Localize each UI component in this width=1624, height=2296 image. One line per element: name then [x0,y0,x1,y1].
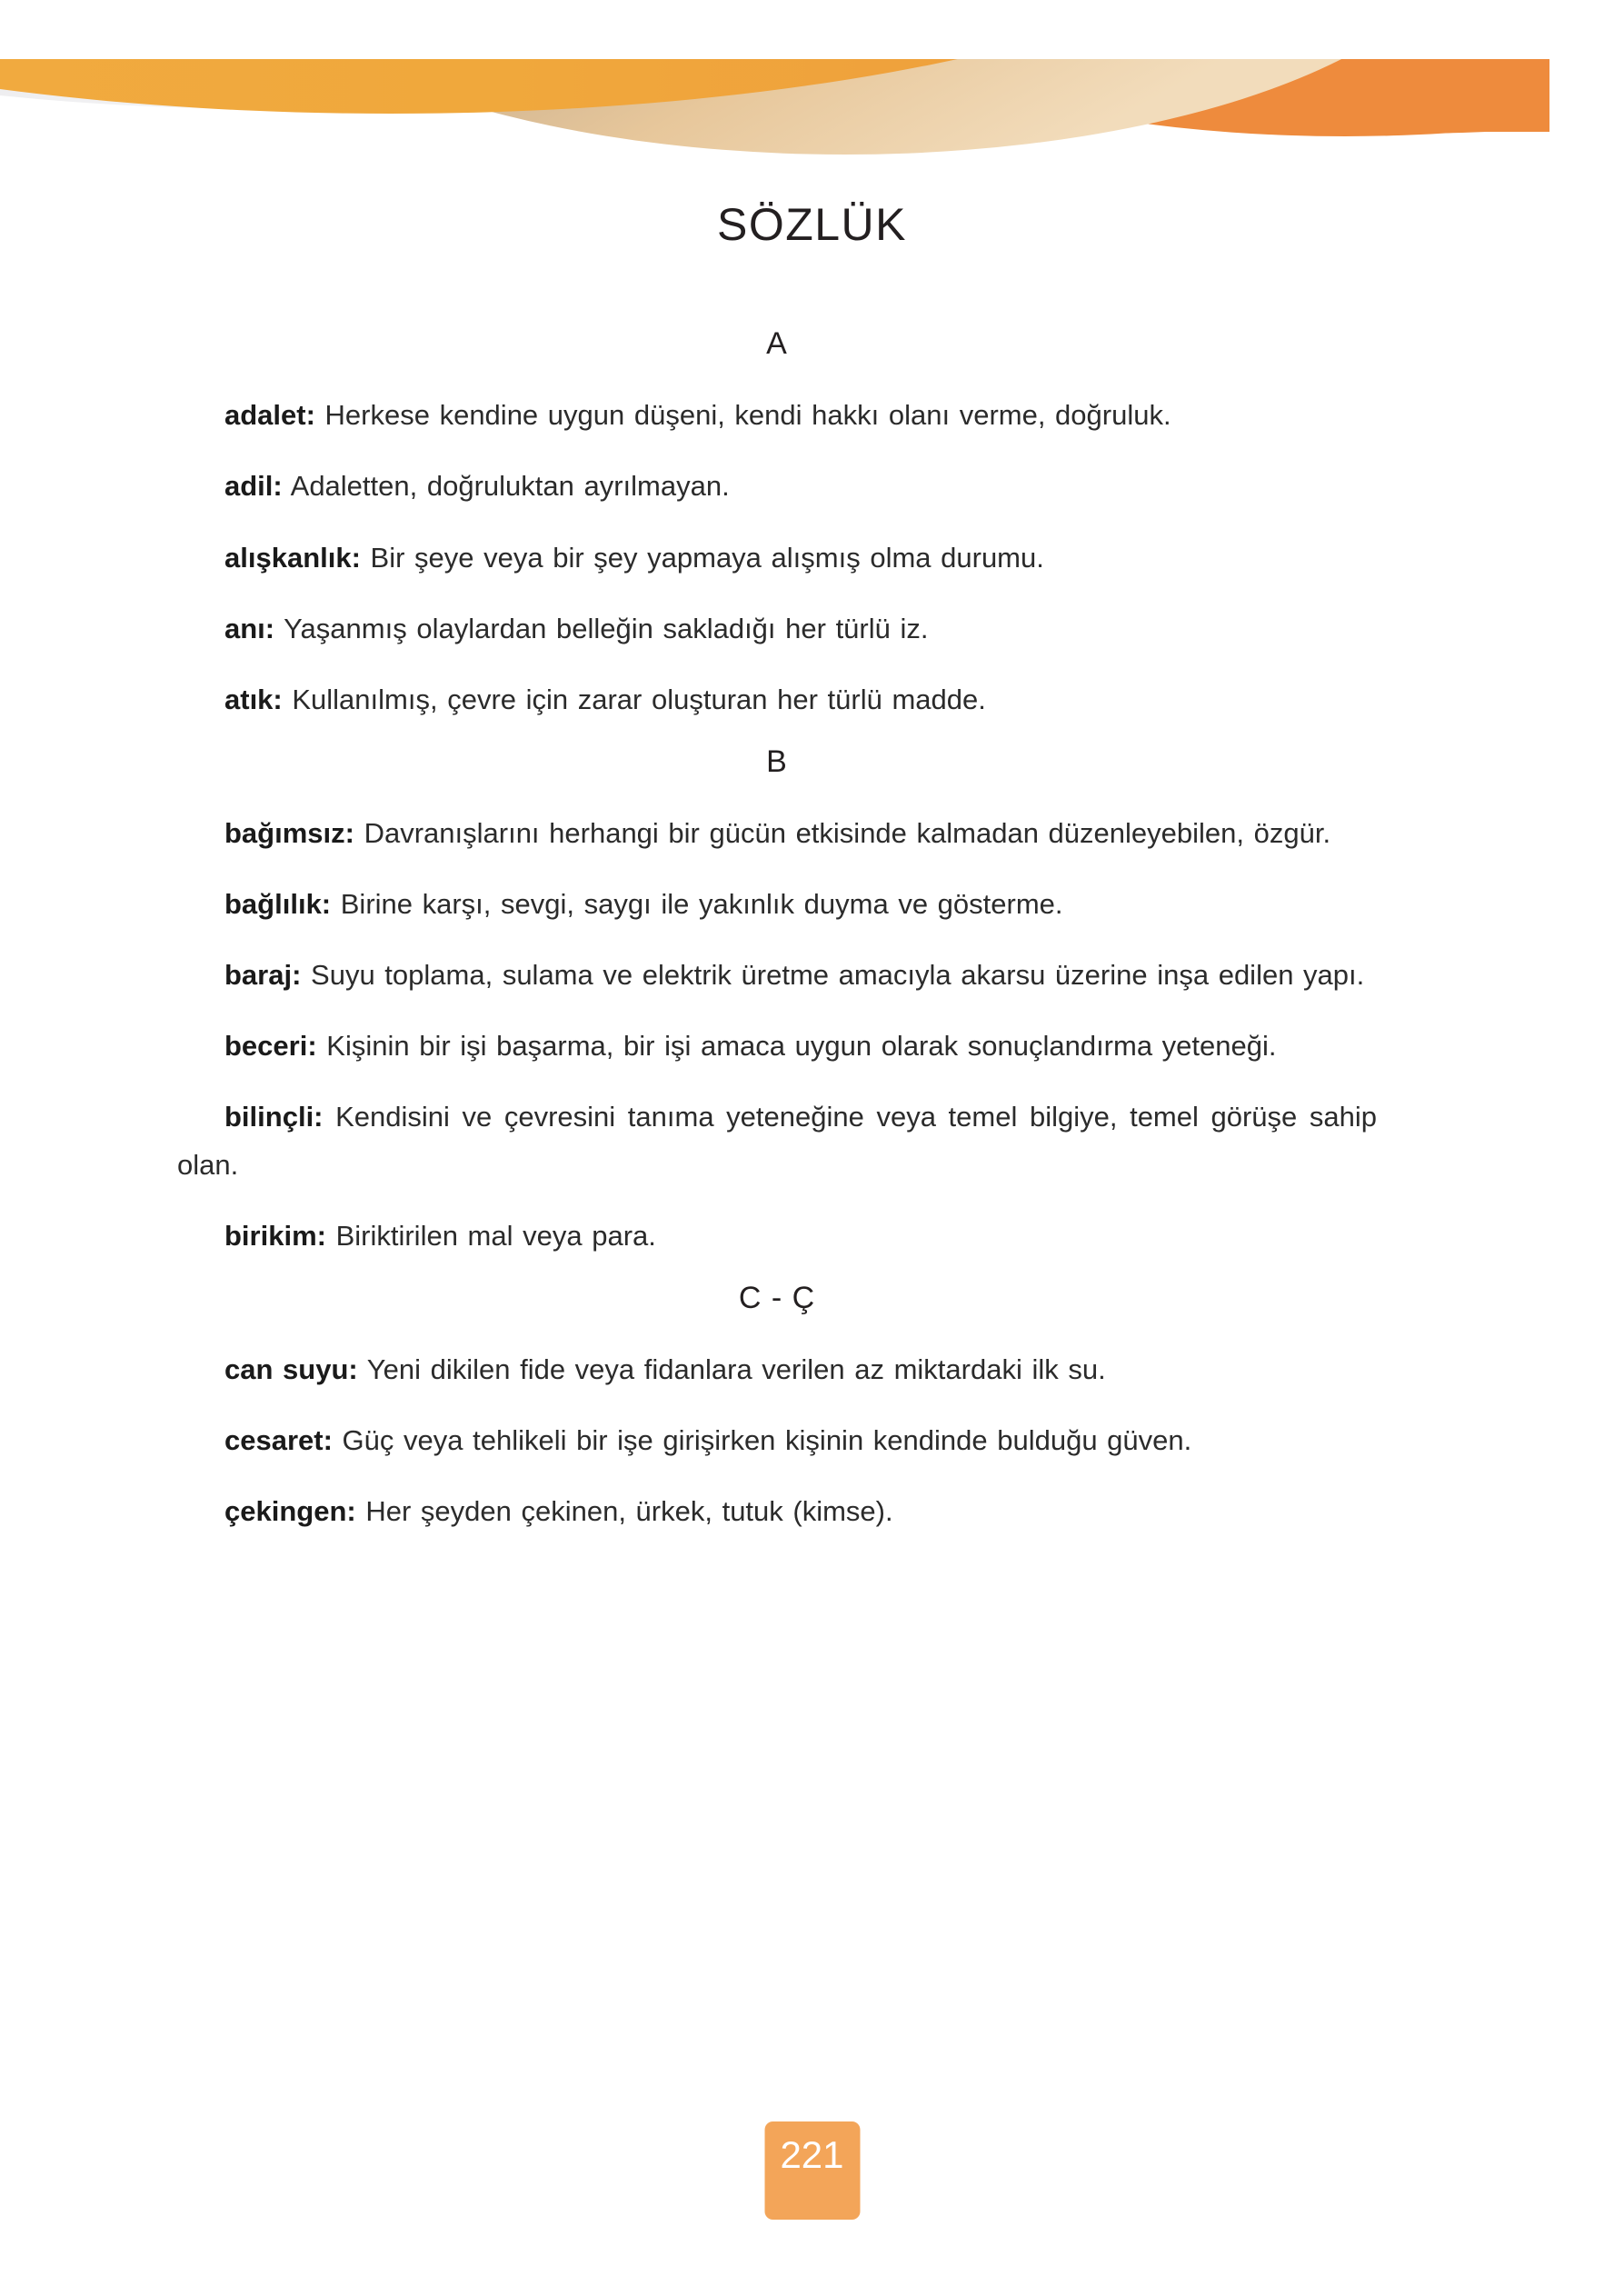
entry-definition: Güç veya tehlikeli bir işe girişirken kişinin kendinde bulduğu güven. [332,1424,1192,1457]
dictionary-entry [177,463,1377,510]
dictionary-entry [177,392,1377,439]
section-c-cedilla [177,1282,1377,1536]
entry-term: alışkanlık: [224,541,361,574]
entry-definition: Kişinin bir işi başarma, bir işi amaca uygun olarak sonuçlandırma yeteneği. [316,1030,1277,1063]
section-b [177,745,1377,1260]
entry-definition: Herkese kendine uygun düşeni, kendi hakkı olanı verme, doğruluk. [314,399,1171,432]
section-letter-b: B [766,744,788,779]
entry-definition: Biriktirilen mal veya para. [325,1219,656,1252]
entry-definition: Yeni dikilen fide veya fidanlara verilen az miktardaki ilk su. [357,1353,1106,1386]
entry-term: bağlılık: [224,888,332,921]
dictionary-entry [177,605,1377,653]
entry-definition: Davranışlarını herhangi bir gücün etkisinde kalmadan düzenleyebilen, özgür. [354,817,1331,850]
entry-term: bilinçli: [224,1101,324,1133]
dictionary-entry [177,952,1377,999]
entry-term: adalet: [224,399,315,432]
entry-term: cesaret: [224,1424,333,1457]
entry-definition: Adaletten, doğruluktan ayrılmayan. [282,470,730,503]
entry-definition: Birine karşı, sevgi, saygı ile yakınlık duyma ve gösterme. [331,888,1063,921]
entry-definition: Suyu toplama, sulama ve elektrik üretme amacıyla akarsu üzerine inşa edilen yapı. [301,959,1365,992]
entry-term: çekingen: [224,1495,356,1528]
entry-term: bağımsız: [224,817,354,850]
entry-definition: Kendisini ve çevresini tanıma yeteneğine veya temel bilgiye, temel görüşe sahip olan. [177,1101,1377,1181]
section-letter-c: C - Ç [738,1280,816,1315]
section-a [177,327,1377,724]
entry-term: birikim: [224,1219,326,1252]
dictionary-entry [177,1488,1377,1535]
entry-term: atık: [224,683,283,715]
entry-term: anı: [224,612,275,644]
dictionary-entry [177,881,1377,928]
entry-definition: Bir şeye veya bir şey yapmaya alışmış olma durumu. [360,541,1044,574]
dictionary-entry [177,1213,1377,1260]
dictionary-content [177,327,1377,1535]
dictionary-entry [177,676,1377,724]
dictionary-entry [177,1346,1377,1393]
entry-term: can suyu: [224,1353,358,1386]
dictionary-entry [177,1093,1377,1188]
entry-term: adil: [224,470,283,503]
entry-definition: Her şeyden çekinen, ürkek, tutuk (kimse). [355,1495,893,1528]
dictionary-entry [177,1417,1377,1464]
section-letter-a: A [766,326,788,361]
dictionary-entry [177,810,1377,857]
entry-definition: Kullanılmış, çevre için zarar oluşturan her türlü madde. [282,683,986,715]
dictionary-entry [177,1023,1377,1070]
page-number-badge: 221 [764,2121,860,2220]
dictionary-entry [177,534,1377,582]
entry-term: beceri: [224,1030,317,1063]
page-title: SÖZLÜK [716,199,908,250]
entry-definition: Yaşanmış olaylardan belleğin sakladığı her türlü iz. [274,612,929,644]
entry-term: baraj: [224,959,302,992]
